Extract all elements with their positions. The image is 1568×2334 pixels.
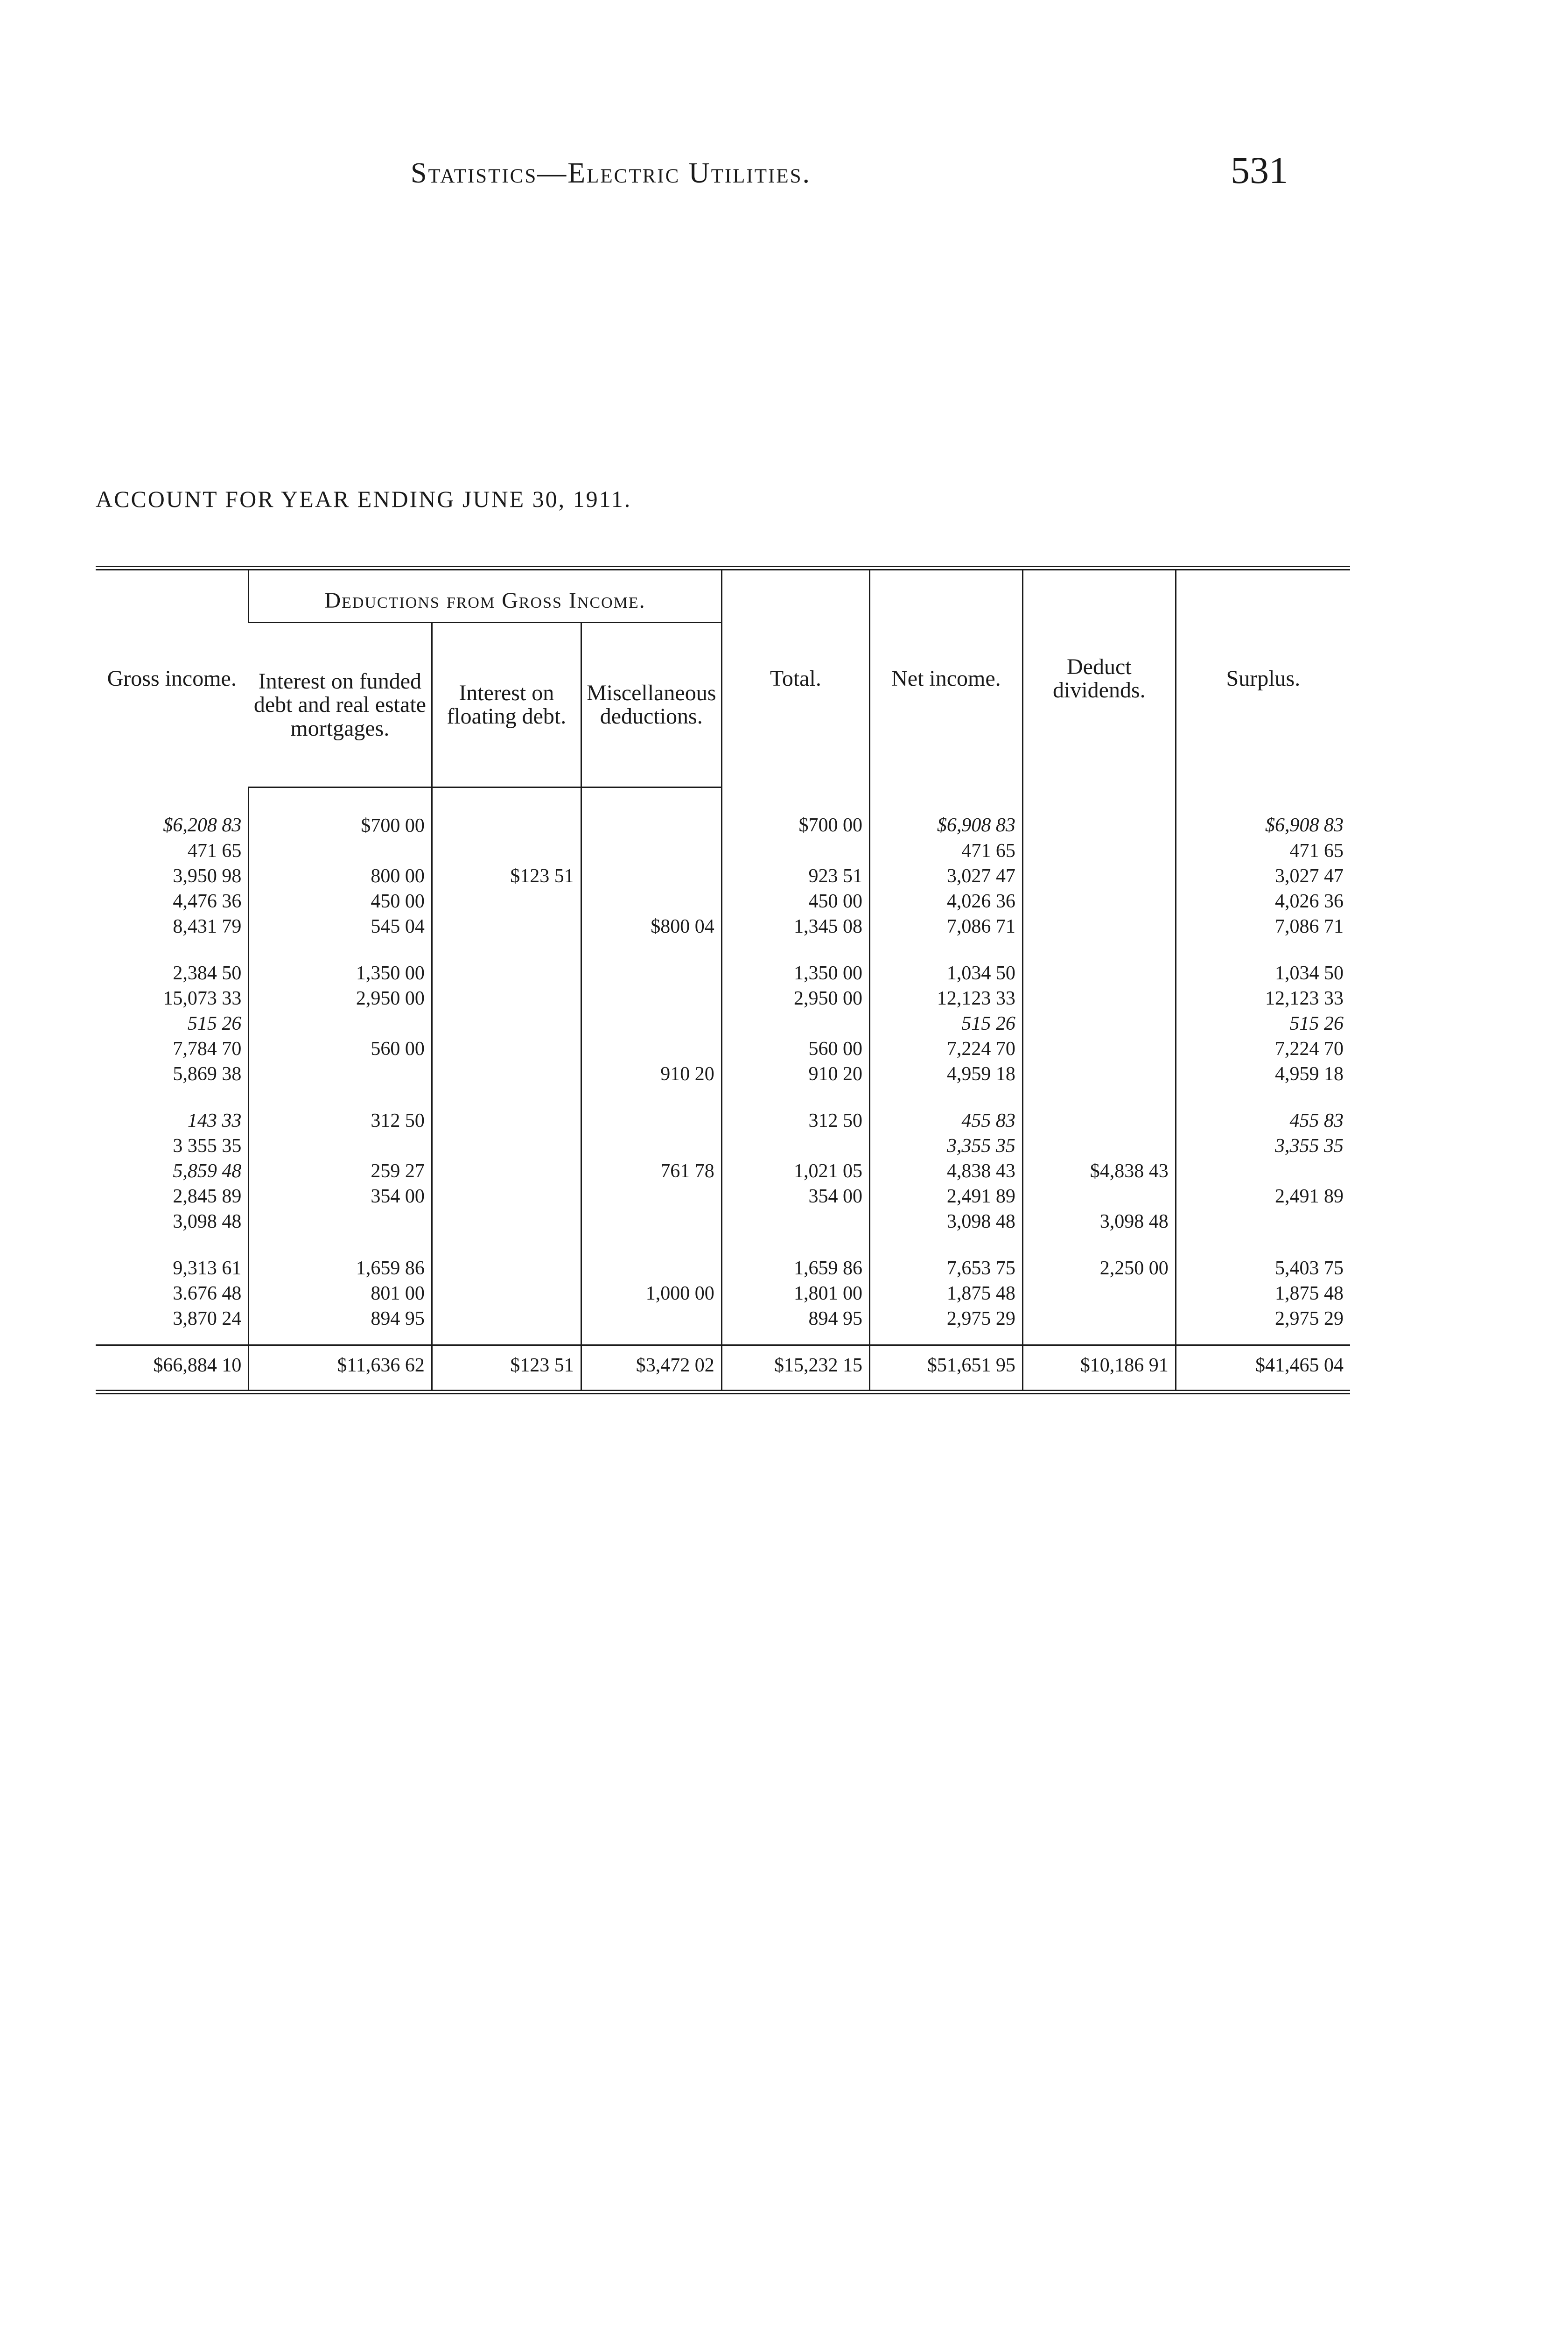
- total-net-income: $51,651 95: [869, 1345, 1022, 1392]
- cell-net-income: 2,491 89: [869, 1184, 1022, 1209]
- page-number: 531: [1231, 149, 1288, 191]
- cell-interest-floating-debt: [432, 1087, 581, 1133]
- cell-total-deductions: 2,950 00: [721, 986, 869, 1011]
- col-header-miscellaneous-deductions: Miscellaneous deductions.: [581, 623, 721, 787]
- cell-interest-funded-debt: $700 00: [249, 787, 432, 839]
- cell-gross-income: 7,784 70: [173, 1038, 242, 1060]
- table-row: [96, 1306, 1350, 1345]
- cell-surplus: [1176, 1159, 1350, 1184]
- cell-interest-funded-debt: [249, 1062, 432, 1087]
- cell-gross-income: 3,950 98: [173, 865, 242, 887]
- cell-total-deductions: 1,659 86: [721, 1234, 869, 1281]
- cell-interest-funded-debt: 560 00: [249, 1036, 432, 1062]
- cell-miscellaneous-deductions: [581, 1184, 721, 1209]
- cell-net-income: 471 65: [869, 838, 1022, 864]
- account-table: [96, 566, 1350, 1394]
- cell-miscellaneous-deductions: [581, 1133, 721, 1159]
- cell-surplus: 7,224 70: [1176, 1036, 1350, 1062]
- table-row: [96, 1184, 1350, 1209]
- total-deductions: $15,232 15: [721, 1345, 869, 1392]
- col-header-deduct-dividends: Deduct dividends.: [1022, 568, 1176, 787]
- cell-interest-funded-debt: 354 00: [249, 1184, 432, 1209]
- cell-gross-income: 15,073 33: [163, 987, 242, 1009]
- cell-miscellaneous-deductions: [581, 939, 721, 986]
- cell-interest-floating-debt: [432, 1036, 581, 1062]
- cell-miscellaneous-deductions: [581, 1234, 721, 1281]
- table-row: [96, 1133, 1350, 1159]
- cell-deduct-dividends: [1022, 1281, 1176, 1306]
- cell-surplus: 1,034 50: [1176, 939, 1350, 986]
- cell-surplus: $6,908 83: [1176, 787, 1350, 839]
- cell-total-deductions: 312 50: [721, 1087, 869, 1133]
- cell-gross-income: 2,845 89: [173, 1185, 242, 1207]
- cell-gross-income: $6,208 83: [163, 814, 242, 836]
- cell-surplus: 7,086 71: [1176, 914, 1350, 939]
- cell-interest-floating-debt: [432, 939, 581, 986]
- table-row: [96, 986, 1350, 1011]
- cell-net-income: 4,838 43: [869, 1159, 1022, 1184]
- cell-total-deductions: 1,350 00: [721, 939, 869, 986]
- cell-surplus: 5,403 75: [1176, 1234, 1350, 1281]
- cell-deduct-dividends: 3,098 48: [1022, 1209, 1176, 1234]
- cell-miscellaneous-deductions: 761 78: [581, 1159, 721, 1184]
- cell-interest-funded-debt: 259 27: [249, 1159, 432, 1184]
- cell-miscellaneous-deductions: [581, 986, 721, 1011]
- cell-interest-floating-debt: [432, 1011, 581, 1036]
- total-gross-income: $66,884 10: [96, 1345, 249, 1392]
- cell-miscellaneous-deductions: [581, 838, 721, 864]
- cell-interest-floating-debt: [432, 1159, 581, 1184]
- cell-total-deductions: [721, 838, 869, 864]
- cell-total-deductions: 923 51: [721, 864, 869, 889]
- cell-interest-funded-debt: [249, 1133, 432, 1159]
- cell-gross-income: 3,870 24: [173, 1308, 242, 1329]
- cell-net-income: 7,086 71: [869, 914, 1022, 939]
- cell-net-income: 1,875 48: [869, 1281, 1022, 1306]
- totals-row: [96, 1345, 1350, 1392]
- cell-interest-floating-debt: [432, 1234, 581, 1281]
- col-header-surplus: Surplus.: [1176, 568, 1350, 787]
- cell-interest-funded-debt: 1,659 86: [249, 1234, 432, 1281]
- cell-total-deductions: [721, 1133, 869, 1159]
- cell-gross-income: 3,098 48: [173, 1210, 242, 1232]
- table-row: [96, 1234, 1350, 1281]
- cell-interest-funded-debt: [249, 1209, 432, 1234]
- cell-total-deductions: 1,801 00: [721, 1281, 869, 1306]
- cell-deduct-dividends: [1022, 1062, 1176, 1087]
- cell-interest-floating-debt: [432, 914, 581, 939]
- cell-surplus: 1,875 48: [1176, 1281, 1350, 1306]
- cell-gross-income: 143 33: [187, 1110, 242, 1132]
- cell-deduct-dividends: [1022, 1011, 1176, 1036]
- total-deduct-dividends: $10,186 91: [1022, 1345, 1176, 1392]
- cell-net-income: 4,026 36: [869, 889, 1022, 914]
- table-row: [96, 1036, 1350, 1062]
- cell-total-deductions: 910 20: [721, 1062, 869, 1087]
- cell-miscellaneous-deductions: 1,000 00: [581, 1281, 721, 1306]
- cell-net-income: 1,034 50: [869, 939, 1022, 986]
- cell-interest-floating-debt: [432, 838, 581, 864]
- cell-interest-funded-debt: 2,950 00: [249, 986, 432, 1011]
- cell-deduct-dividends: 2,250 00: [1022, 1234, 1176, 1281]
- cell-surplus: 515 26: [1176, 1011, 1350, 1036]
- cell-interest-floating-debt: [432, 1133, 581, 1159]
- table-title: ACCOUNT FOR YEAR ENDING JUNE 30, 1911.: [96, 486, 632, 512]
- cell-total-deductions: [721, 1011, 869, 1036]
- cell-interest-funded-debt: 1,350 00: [249, 939, 432, 986]
- cell-deduct-dividends: [1022, 1184, 1176, 1209]
- cell-surplus: 2,491 89: [1176, 1184, 1350, 1209]
- cell-interest-funded-debt: [249, 838, 432, 864]
- table-row: [96, 1087, 1350, 1133]
- cell-deduct-dividends: [1022, 1087, 1176, 1133]
- cell-interest-floating-debt: [432, 787, 581, 839]
- table-row: [96, 914, 1350, 939]
- cell-net-income: 12,123 33: [869, 986, 1022, 1011]
- cell-deduct-dividends: [1022, 1036, 1176, 1062]
- cell-interest-floating-debt: [432, 1281, 581, 1306]
- cell-interest-funded-debt: [249, 1011, 432, 1036]
- cell-interest-funded-debt: 450 00: [249, 889, 432, 914]
- cell-gross-income: 471 65: [187, 840, 242, 862]
- cell-interest-funded-debt: 894 95: [249, 1306, 432, 1345]
- cell-gross-income: 2,384 50: [173, 962, 242, 984]
- table-body: [96, 787, 1350, 1345]
- cell-miscellaneous-deductions: [581, 1036, 721, 1062]
- cell-gross-income: 5,869 38: [173, 1063, 242, 1085]
- cell-surplus: 3,027 47: [1176, 864, 1350, 889]
- table-row: [96, 1209, 1350, 1234]
- cell-miscellaneous-deductions: [581, 864, 721, 889]
- table-row: [96, 787, 1350, 839]
- cell-miscellaneous-deductions: [581, 1011, 721, 1036]
- table-row: [96, 864, 1350, 889]
- cell-surplus: 2,975 29: [1176, 1306, 1350, 1345]
- cell-miscellaneous-deductions: [581, 1087, 721, 1133]
- cell-interest-floating-debt: [432, 1209, 581, 1234]
- cell-deduct-dividends: [1022, 787, 1176, 839]
- cell-deduct-dividends: [1022, 986, 1176, 1011]
- cell-total-deductions: 354 00: [721, 1184, 869, 1209]
- table-row: [96, 1159, 1350, 1184]
- col-header-net-income: Net income.: [869, 568, 1022, 787]
- cell-net-income: 2,975 29: [869, 1306, 1022, 1345]
- total-surplus: $41,465 04: [1176, 1345, 1350, 1392]
- cell-deduct-dividends: [1022, 838, 1176, 864]
- cell-interest-floating-debt: [432, 1062, 581, 1087]
- total-interest-funded-debt: $11,636 62: [249, 1345, 432, 1392]
- cell-deduct-dividends: [1022, 1133, 1176, 1159]
- col-header-interest-floating-debt: Interest on floating debt.: [432, 623, 581, 787]
- cell-total-deductions: 560 00: [721, 1036, 869, 1062]
- cell-net-income: 7,224 70: [869, 1036, 1022, 1062]
- cell-interest-funded-debt: 800 00: [249, 864, 432, 889]
- cell-gross-income: 9,313 61: [173, 1257, 242, 1279]
- account-table-container: [96, 566, 1350, 1445]
- cell-total-deductions: 450 00: [721, 889, 869, 914]
- cell-miscellaneous-deductions: $800 04: [581, 914, 721, 939]
- cell-deduct-dividends: [1022, 889, 1176, 914]
- col-header-gross-income: Gross income.: [107, 666, 237, 691]
- table-row: [96, 939, 1350, 986]
- cell-total-deductions: [721, 1209, 869, 1234]
- cell-interest-floating-debt: [432, 1306, 581, 1345]
- cell-deduct-dividends: [1022, 1306, 1176, 1345]
- table-row: [96, 1281, 1350, 1306]
- col-header-total: Total.: [721, 568, 869, 787]
- cell-interest-floating-debt: [432, 889, 581, 914]
- cell-total-deductions: 1,021 05: [721, 1159, 869, 1184]
- cell-surplus: 4,959 18: [1176, 1062, 1350, 1087]
- cell-miscellaneous-deductions: [581, 787, 721, 839]
- cell-interest-funded-debt: 545 04: [249, 914, 432, 939]
- cell-deduct-dividends: [1022, 939, 1176, 986]
- table-row: [96, 889, 1350, 914]
- cell-net-income: 3,355 35: [869, 1133, 1022, 1159]
- page-header: [411, 148, 1288, 200]
- cell-deduct-dividends: [1022, 864, 1176, 889]
- cell-surplus: 12,123 33: [1176, 986, 1350, 1011]
- cell-gross-income: 4,476 36: [173, 890, 242, 912]
- table-row: [96, 1062, 1350, 1087]
- cell-deduct-dividends: [1022, 914, 1176, 939]
- cell-surplus: 3,355 35: [1176, 1133, 1350, 1159]
- cell-surplus: 4,026 36: [1176, 889, 1350, 914]
- cell-surplus: 455 83: [1176, 1087, 1350, 1133]
- cell-total-deductions: 894 95: [721, 1306, 869, 1345]
- cell-net-income: 7,653 75: [869, 1234, 1022, 1281]
- cell-net-income: 515 26: [869, 1011, 1022, 1036]
- total-miscellaneous-deductions: $3,472 02: [581, 1345, 721, 1392]
- cell-net-income: 455 83: [869, 1087, 1022, 1133]
- cell-interest-floating-debt: $123 51: [432, 864, 581, 889]
- cell-miscellaneous-deductions: [581, 889, 721, 914]
- total-interest-floating-debt: $123 51: [432, 1345, 581, 1392]
- cell-gross-income: 5,859 48: [173, 1160, 242, 1182]
- cell-interest-funded-debt: 801 00: [249, 1281, 432, 1306]
- col-group-deductions: Deductions from Gross Income.: [249, 568, 721, 623]
- cell-interest-floating-debt: [432, 986, 581, 1011]
- cell-total-deductions: $700 00: [721, 787, 869, 839]
- cell-net-income: 3,098 48: [869, 1209, 1022, 1234]
- cell-miscellaneous-deductions: [581, 1209, 721, 1234]
- running-head: Statistics—Electric Utilities.: [411, 157, 812, 189]
- cell-gross-income: 8,431 79: [173, 915, 242, 937]
- cell-net-income: $6,908 83: [869, 787, 1022, 839]
- col-header-interest-funded-debt: Interest on funded debt and real estate mortgages.: [249, 623, 432, 787]
- cell-net-income: 3,027 47: [869, 864, 1022, 889]
- table-row: [96, 1011, 1350, 1036]
- cell-total-deductions: 1,345 08: [721, 914, 869, 939]
- cell-miscellaneous-deductions: 910 20: [581, 1062, 721, 1087]
- cell-net-income: 4,959 18: [869, 1062, 1022, 1087]
- cell-miscellaneous-deductions: [581, 1306, 721, 1345]
- cell-surplus: [1176, 1209, 1350, 1234]
- cell-deduct-dividends: $4,838 43: [1022, 1159, 1176, 1184]
- table-row: [96, 838, 1350, 864]
- cell-interest-floating-debt: [432, 1184, 581, 1209]
- cell-gross-income: 3 355 35: [173, 1135, 242, 1157]
- cell-gross-income: 515 26: [187, 1012, 242, 1034]
- cell-interest-funded-debt: 312 50: [249, 1087, 432, 1133]
- cell-surplus: 471 65: [1176, 838, 1350, 864]
- cell-gross-income: 3.676 48: [173, 1282, 242, 1304]
